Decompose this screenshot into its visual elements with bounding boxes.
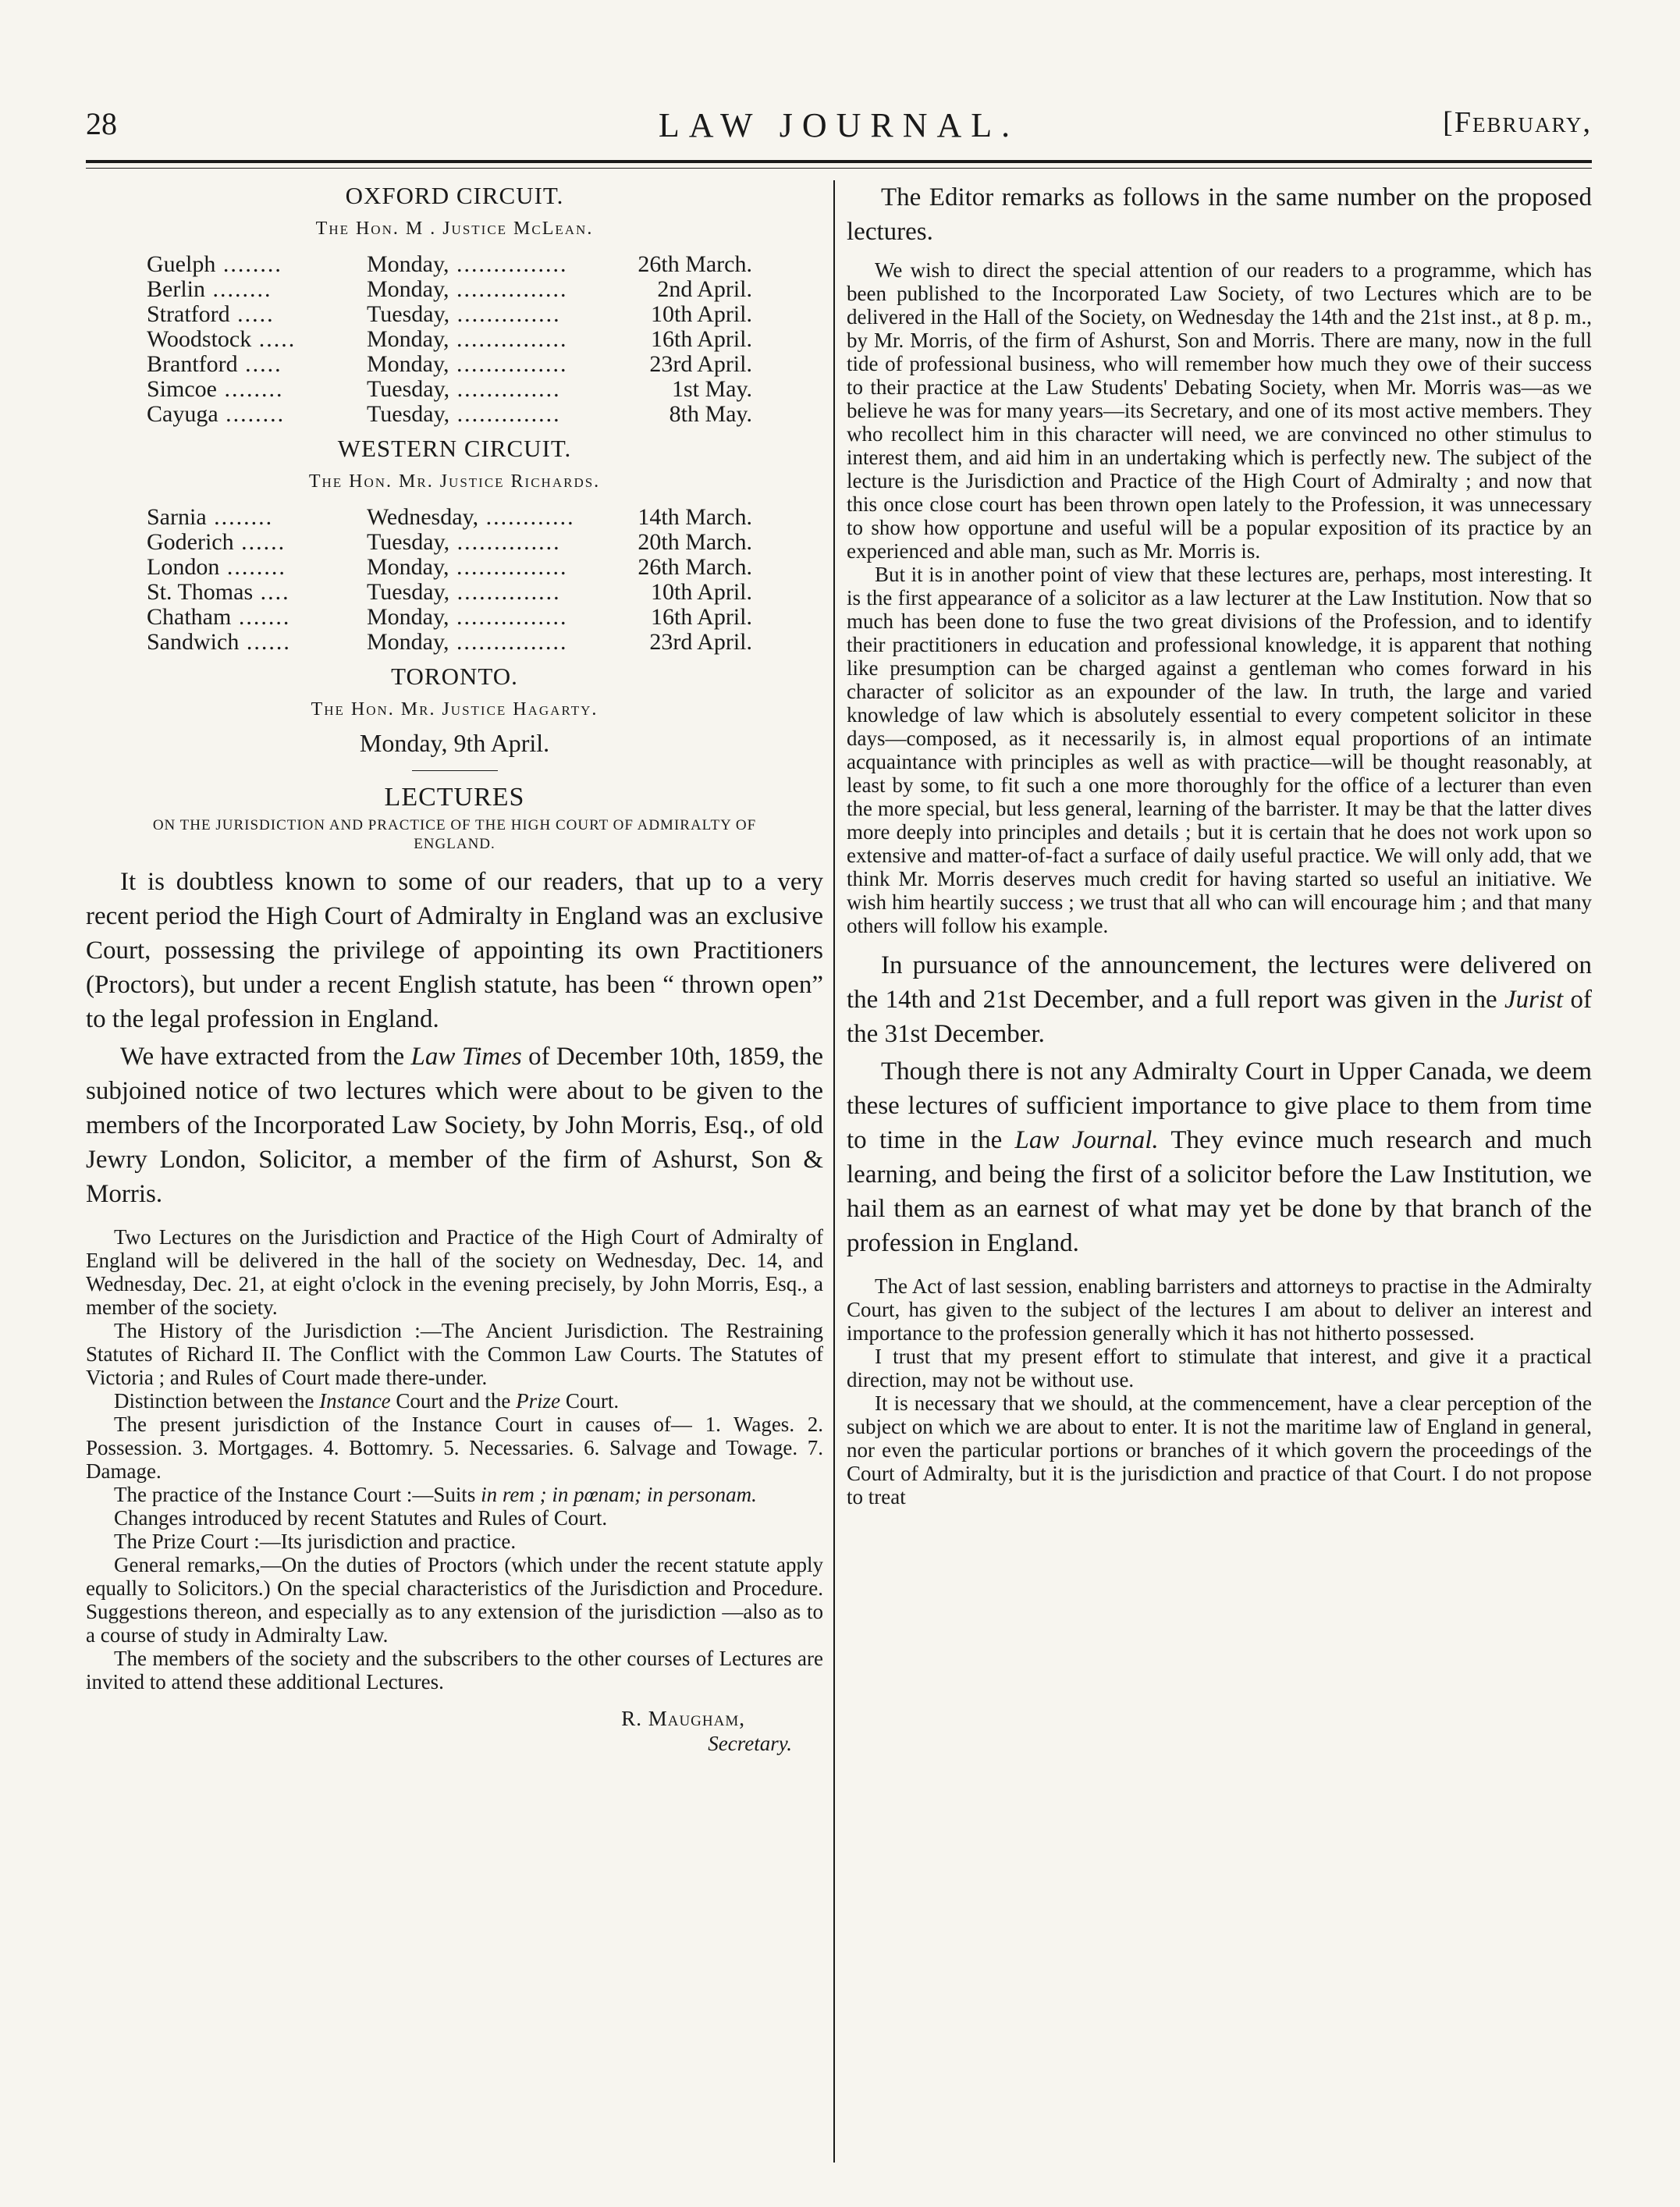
date: 1st May. [671,376,752,402]
place: Guelph ........ [147,251,282,277]
dot-leader: ........ [217,376,284,402]
editor-paragraph: We wish to direct the special attention of our readers to a programme, which has been published to the Incorporated Law Society, of two Lectures which are to be delivered in the Hall of the Society, on Wednesday the 14th and the 21st inst., at 8 p. m., by Mr. Morris, of the firm of Ashurst, Son and Morris. There are many, now in the full tide of professional business, who will remember how much they owe of their success to their practice at the Law Students' Debating Society, when Mr. Morris was—as we believe he was for many years—its Secretary, and one of its most active members. They who recollect him in this character will need, we are convinced no other stimulus to interest them, and aid him in an undertaking which is perfectly new. The subject of the lecture is the Jurisdiction and Practice of the High Court of Admiralty ; and now that this once close court has been thrown open lately to the Profession, it was unnecessary to show how opportune and useful will be a popular exposition of its practice by an experienced and able man, such as Mr. Morris is. [847,258,1592,563]
text-run: Court and the [390,1389,517,1413]
day: Monday, ............... [367,604,568,630]
place: Goderich ...... [147,529,286,555]
circuit-schedule [147,505,752,655]
dot-leader: .............. [449,579,561,605]
schedule-row [147,352,752,377]
dot-leader: ..... [237,351,282,377]
text-run: Court. [560,1389,620,1413]
extract-paragraph [86,1040,823,1211]
day: Monday, ............... [367,629,568,655]
circuit-schedule [147,252,752,427]
text-run: of the 31st December. [847,986,1592,1048]
publication-name: Jurist [1504,986,1564,1014]
notice-paragraph: Two Lectures on the Jurisdiction and Practice of the High Court of Admiralty of England will be delivered in the hall of the society on Wednesday, Dec. 14, and Wednesday, Dec. 21, at eight o'clock in the evening precisely, by John Morris, Esq., a member of the society. [86,1225,823,1319]
header-rule-thin [86,168,1592,169]
date: 23rd April. [649,629,752,655]
notice-distinction [86,1389,823,1413]
schedule-row [147,555,752,580]
day: Tuesday, .............. [367,401,561,427]
journal-title: LAW JOURNAL. [658,106,1020,144]
day: Tuesday, .............. [367,376,561,402]
pursuance-paragraph [847,948,1592,1051]
dot-leader: ........ [215,251,282,277]
notice-paragraph: Changes introduced by recent Statutes and Rules of Court. [114,1506,608,1530]
dot-leader: ....... [231,604,291,630]
date: 16th April. [650,604,752,630]
dot-leader: ............... [449,276,568,302]
spacer [847,937,1592,948]
spacer [86,1214,823,1225]
dot-leader: ..... [251,326,297,352]
circuit-judge: The Hon. M . Justice McLean. [315,219,594,239]
notice-paragraph: The present jurisdiction of the Instance Court in causes of— 1. Wages. 2. Possession. 3. Mortgages. 4. Bottomry. 5. Necessaries. 6. Salvage and Towage. 7. Damage. [86,1413,823,1483]
notice-paragraph: General remarks,—On the duties of Proctors (which under the recent statute apply equally to Solicitors.) On the special characteristics of the Jurisdiction and Procedure. Suggestions thereon, and especially as to any extension of the jurisdiction —also as to a course of study in Admiralty Law. [86,1553,823,1647]
dot-leader: ............... [449,251,568,277]
day: Monday, ............... [367,326,568,352]
dot-leader: ............... [449,629,568,655]
notice-practice [86,1483,823,1506]
dot-leader: ........ [218,401,286,427]
dot-leader: ...... [233,529,286,555]
dot-leader: ............... [449,326,568,352]
circuit-title: OXFORD CIRCUIT. [345,182,564,209]
spacer [847,252,1592,258]
text-run-italic: in rem ; in pœnam; in personam. [481,1483,757,1506]
day: Monday, ............... [367,554,568,580]
toronto-date: Monday, 9th April. [359,729,550,757]
left-column [86,180,823,2163]
text-run-italic: Prize [516,1389,561,1413]
schedule-row [147,302,752,327]
right-column [847,180,1592,2163]
schedule-row [147,327,752,352]
place: Chatham ....... [147,604,291,630]
dot-leader: .............. [449,376,561,402]
schedule-row [147,377,752,402]
lecture-notice [86,1225,823,1693]
date: 8th May. [669,401,752,427]
publication-name: Law Times [410,1043,522,1071]
date: 23rd April. [649,351,752,377]
dot-leader: .............. [449,529,561,555]
toronto-judge: The Hon. Mr. Justice Hagarty. [311,699,598,720]
lecture-paragraph: It is necessary that we should, at the commencement, have a clear perception of the subject on which we are about to enter. It is not the maritime law of England in general, nor even the particular portions or branches of it which govern the proceedings of the Court of Admiralty, but it is the jurisdiction and practice of that Court. I do not propose to treat [847,1391,1592,1509]
date: 14th March. [638,504,752,530]
dot-leader: ...... [239,629,291,655]
place: St. Thomas .... [147,579,290,605]
signature [86,1706,823,1756]
dot-leader: .............. [449,301,561,327]
toronto-title: TORONTO. [391,663,518,690]
day: Monday, ............... [367,351,568,377]
date: 2nd April. [657,276,752,302]
text-run: Distinction between the [114,1389,320,1413]
day: Monday, ............... [367,251,568,277]
oxford-circuit [86,180,823,427]
schedule-row [147,252,752,277]
place: Sarnia ........ [147,504,274,530]
place: London ........ [147,554,286,580]
text-run: We have extracted from the [120,1043,411,1071]
place: Brantford ..... [147,351,282,377]
dot-leader: .............. [449,401,561,427]
date: 20th March. [638,529,752,555]
dot-leader: ........ [219,554,286,580]
newspaper-page [86,105,1592,2166]
place: Cayuga ........ [147,401,286,427]
lecture-paragraph: The Act of last session, enabling barristers and attorneys to practise in the Admiralty Court, has given to the subject of the lectures I am about to deliver an interest and importance to the profession generally which it has not hitherto possessed. [847,1274,1592,1345]
date: 26th March. [638,251,752,277]
day: Wednesday, ............ [367,504,575,530]
publication-name: Law Journal. [1014,1126,1159,1154]
date: 16th April. [650,326,752,352]
page-number: 28 [86,106,117,141]
text-run-italic: Instance [319,1389,391,1413]
schedule-row [147,402,752,427]
circuit-judge: The Hon. Mr. Justice Richards. [308,471,601,492]
lecture-paragraph: I trust that my present effort to stimulate that interest, and give it a practical direction, may not be without use. [847,1345,1592,1391]
text-run: The practice of the Instance Court :—Suits [114,1483,481,1506]
dot-leader: ............ [478,504,575,530]
schedule-row [147,277,752,302]
signature-role: Secretary. [708,1732,792,1755]
place: Sandwich ...... [147,629,291,655]
place: Berlin ........ [147,276,272,302]
dot-leader: ............... [449,604,568,630]
dot-leader: ..... [229,301,275,327]
dot-leader: ............... [449,554,568,580]
schedule-row [147,605,752,630]
header-month: [February, [1443,106,1592,139]
western-circuit [86,433,823,655]
notice-paragraph: The History of the Jurisdiction :—The Ancient Jurisdiction. The Restraining Statutes of Richard II. The Conflict with the Common Law Courts. The Statutes of Victoria ; and Rules of Court made there-under. [86,1319,823,1389]
schedule-row [147,530,752,555]
dot-leader: ........ [206,504,274,530]
date: 26th March. [638,554,752,580]
intro-paragraph: It is doubtless known to some of our readers, that up to a very recent period the High Court of Admiralty in England was an exclusive Court, possessing the privilege of appointing its own Practitioners (Proctors), but under a recent English statute, has been “ thrown open” to the legal profession in England. [86,868,823,1033]
spacer [847,1263,1592,1274]
notice-paragraph: The Prize Court :—Its jurisdiction and practice. [114,1530,517,1553]
dot-leader: ............... [449,351,568,377]
day: Tuesday, .............. [367,579,561,605]
column-divider [833,180,835,2163]
schedule-row [147,580,752,605]
day: Tuesday, .............. [367,301,561,327]
toronto-sitting [86,661,823,759]
place: Simcoe ........ [147,376,284,402]
place: Stratford ..... [147,301,275,327]
editor-intro: The Editor remarks as follows in the same number on the proposed lectures. [847,183,1592,246]
lectures-title: LECTURES [384,783,525,812]
schedule-row [147,505,752,530]
dot-leader: .... [253,579,290,605]
text-run: Though there is not any Admiralty Court in Upper Canada, we deem these lectures of sufficient importance to give place to them from time to time in the [847,1057,1592,1154]
date: 10th April. [650,301,752,327]
canada-paragraph [847,1054,1592,1260]
editor-paragraph: But it is in another point of view that these lectures are, perhaps, most interesting. It is the first appearance of a solicitor as a law lecturer at the Law Institution. Now that so much has been done to fuse the two great divisions of the Profession, and to identify their practitioners in education and professional knowledge, it is apparent that nothing like presumption can be charged against a gentleman who comes forward in his character of solicitor as an expounder of the law. In truth, the large and varied knowledge of law which is absolutely essential to every competent solicitor in these days—composed, as it necessarily is, in almost equal proportions of an intimate acquaintance with principles as well as with practice—will be thought reasonably, at least by some, to fit such a one more thoroughly for the office of a lecturer than even the more special, but less general, learning of the barrister. It may be that the latter dives more deeply into principles and details ; but it is certain that he does not work upon so extensive and matter-of-fact a surface of daily useful practice. We will only add, that we think Mr. Morris deserves much credit for having started so useful an initiative. We wish him heartily success ; we trust that all who can will encourage him ; and that many others will follow his example. [847,563,1592,937]
day: Monday, ............... [367,276,568,302]
text-run: They evince much research and much learning, and being the first of a solicitor before the Law Institution, we hail them as an earnest of what may yet be done by that branch of the profession in England. [847,1126,1592,1257]
page-header [86,105,1592,160]
place: Woodstock ..... [147,326,297,352]
lectures-subtitle: ON THE JURISDICTION AND PRACTICE OF THE HIGH COURT OF ADMIRALTY OF ENGLAND. [152,817,757,852]
day: Tuesday, .............. [367,529,561,555]
schedule-row [147,630,752,655]
text-run: of December 10th, 1859, the subjoined notice of two lectures which were about to be given to the members of the Incorporated Law Society, by John Morris, Esq., of old Jewry London, Solicitor, a member of the firm of Ashurst, Son & Morris. [86,1043,823,1208]
signature-name: R. Maugham, [621,1707,745,1730]
date: 10th April. [650,579,752,605]
dot-leader: ........ [205,276,272,302]
circuit-title: WESTERN CIRCUIT. [337,435,572,462]
header-rule-thick [86,160,1592,163]
section-divider [412,770,498,771]
text-run: In pursuance of the announcement, the lectures were delivered on the 14th and 21st December, and a full report was given in the [847,951,1592,1014]
notice-paragraph: The members of the society and the subscribers to the other courses of Lectures are invited to attend these additional Lectures. [86,1647,823,1693]
